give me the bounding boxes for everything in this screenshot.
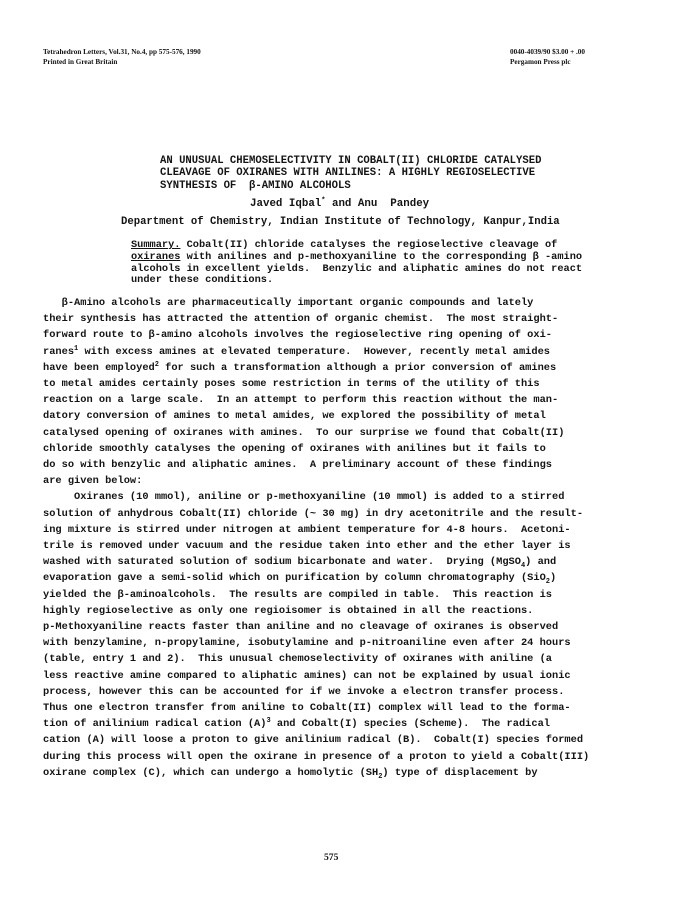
body-line: Oxiranes (10 mmol), aniline or p-methoxyaniline (10 mmol) is added to a stirred [43, 491, 565, 504]
title-line: AN UNUSUAL CHEMOSELECTIVITY IN COBALT(II) CHLORIDE CATALYSED [160, 155, 542, 167]
body-text-run: ranes [43, 345, 75, 358]
author-line [250, 198, 429, 210]
body-line: solution of anhydrous Cobalt(II) chloride (~ 30 mg) in dry acetonitrile and the result- [43, 507, 584, 520]
summary-underlined-word: oxiranes [131, 250, 181, 263]
printed-in-line: Printed in Great Britain [43, 58, 118, 66]
body-line: p-Methoxyaniline reacts faster than aniline and no cleavage of oxiranes is observed [43, 621, 559, 634]
body-line: are given below: [43, 475, 143, 488]
title-line: SYNTHESIS OF β-AMINO ALCOHOLS [160, 179, 351, 192]
subscript: 2 [545, 578, 550, 587]
body-text-run: evaporation gave a semi-solid which on purification by column chromatography (SiO [43, 572, 546, 585]
body-line: β-Amino alcohols are pharmaceutically important organic compounds and lately [43, 297, 534, 309]
body-line: catalysed opening of oxiranes with amines. To our surprise we found that Cobalt(II) [43, 426, 565, 439]
body-line: ing mixture is stirred under nitrogen at ambient temperature for 4-8 hours. Acetoni- [43, 523, 571, 536]
body-line: trile is removed under vacuum and the residue taken into ether and the ether layer is [43, 540, 571, 553]
issn-price-line: 0040-4039/90 $3.00 + .00 [510, 48, 585, 56]
body-line: yielded the β-aminoalcohols. The results are compiled in table. This reaction is [43, 588, 552, 601]
subscript: 4 [520, 562, 526, 571]
body-text-run: ) and [525, 556, 557, 569]
page-number: 575 [324, 852, 339, 863]
corresponding-author-mark: * [321, 197, 326, 205]
body-line: chloride smoothly catalyses the opening of oxiranes with anilines but it fails to [43, 442, 546, 455]
body-line: reaction on a large scale. In an attempt to perform this reaction without the man- [43, 394, 559, 407]
body-line: cation (A) will loose a proton to give anilinium radical (B). Cobalt(I) species formed [43, 734, 584, 747]
body-line [43, 554, 589, 570]
body-line: less reactive amine compared to aliphatic amines) can not be explained by usual ionic [43, 669, 571, 682]
summary-block [131, 240, 582, 287]
body-text [43, 295, 589, 781]
summary-line: under these conditions. [131, 274, 274, 287]
body-text-run: with excess amines at elevated temperature. However, recently metal amides [78, 345, 551, 358]
article-title [160, 155, 541, 192]
body-line: their synthesis has attracted the attention of organic chemist. The most straight- [43, 313, 559, 326]
body-line: (table, entry 1 and 2). This unusual chemoselectivity of oxiranes with aniline (a [43, 653, 552, 666]
body-line [43, 716, 589, 732]
subscript: 2 [378, 772, 383, 781]
body-line [43, 360, 589, 376]
reference-marker: 3 [266, 717, 271, 726]
body-line [43, 765, 589, 781]
body-text-run: ) [550, 572, 557, 585]
journal-citation [43, 47, 201, 67]
body-line [43, 570, 589, 586]
body-line: datory conversion of amines to metal amides, we explored the possibility of metal [43, 410, 546, 423]
citation-line: Tetrahedron Letters, Vol.31, No.4, pp 575-576, 1990 [43, 48, 201, 56]
body-line: Thus one electron transfer from aniline to Cobalt(II) complex will lead to the forma- [43, 702, 571, 715]
body-line: during this process will open the oxirane in presence of a proton to yield a Cobalt(III) [43, 750, 590, 763]
summary-line: alcohols in excellent yields. Benzylic and aliphatic amines do not react [131, 262, 583, 275]
body-text-run: washed with saturated solution of sodium bicarbonate and water. Drying (MgSO [43, 556, 521, 569]
author-connector: and [325, 198, 358, 210]
body-text-run: and Cobalt(I) species (Scheme). The radical [270, 718, 550, 731]
body-text-run: have been employed [43, 361, 155, 374]
author-name: Javed Iqbal [250, 198, 322, 210]
body-line: to metal amides certainly poses some restriction in terms of the utility of this [43, 378, 540, 391]
reference-marker: 2 [154, 360, 159, 369]
body-line: process, however this can be accounted for if we invoke a electron transfer process. [43, 685, 565, 698]
body-text-run: tion of anilinium radical cation (A) [43, 718, 267, 731]
body-line [43, 344, 589, 360]
summary-line [131, 252, 582, 264]
publisher-line: Pergamon Press plc [510, 58, 571, 66]
body-line: forward route to β-amino alcohols involves the regioselective ring opening of oxi- [43, 329, 552, 342]
title-line: CLEAVAGE OF OXIRANES WITH ANILINES: A HIGHLY REGIOSELECTIVE [160, 167, 536, 180]
body-line: with benzylamine, n-propylamine, isobutylamine and p-nitroaniline even after 24 hours [43, 637, 571, 650]
body-text-run: oxirane complex (C), which can undergo a homolytic (SH [43, 766, 379, 779]
body-text-run: for such a transformation although a prior conversion of amines [158, 361, 557, 374]
affiliation: Department of Chemistry, Indian Institute of Technology, Kanpur,India [121, 216, 560, 228]
body-line: do so with benzylic and aliphatic amines. A preliminary account of these findings [43, 459, 552, 472]
reference-marker: 1 [74, 344, 79, 353]
author-name: Anu Pandey [357, 198, 430, 210]
summary-text: Cobalt(II) chloride catalyses the regioselective cleavage of [180, 239, 558, 251]
body-text-run: ) type of displacement by [382, 766, 538, 779]
summary-text: with anilines and p-methoxyaniline to the corresponding β -amino [180, 250, 583, 263]
publisher-info [510, 47, 585, 67]
summary-heading: Summary. [131, 239, 181, 251]
body-line: highly regioselective as only one regioisomer is obtained in all the reactions. [43, 604, 534, 617]
